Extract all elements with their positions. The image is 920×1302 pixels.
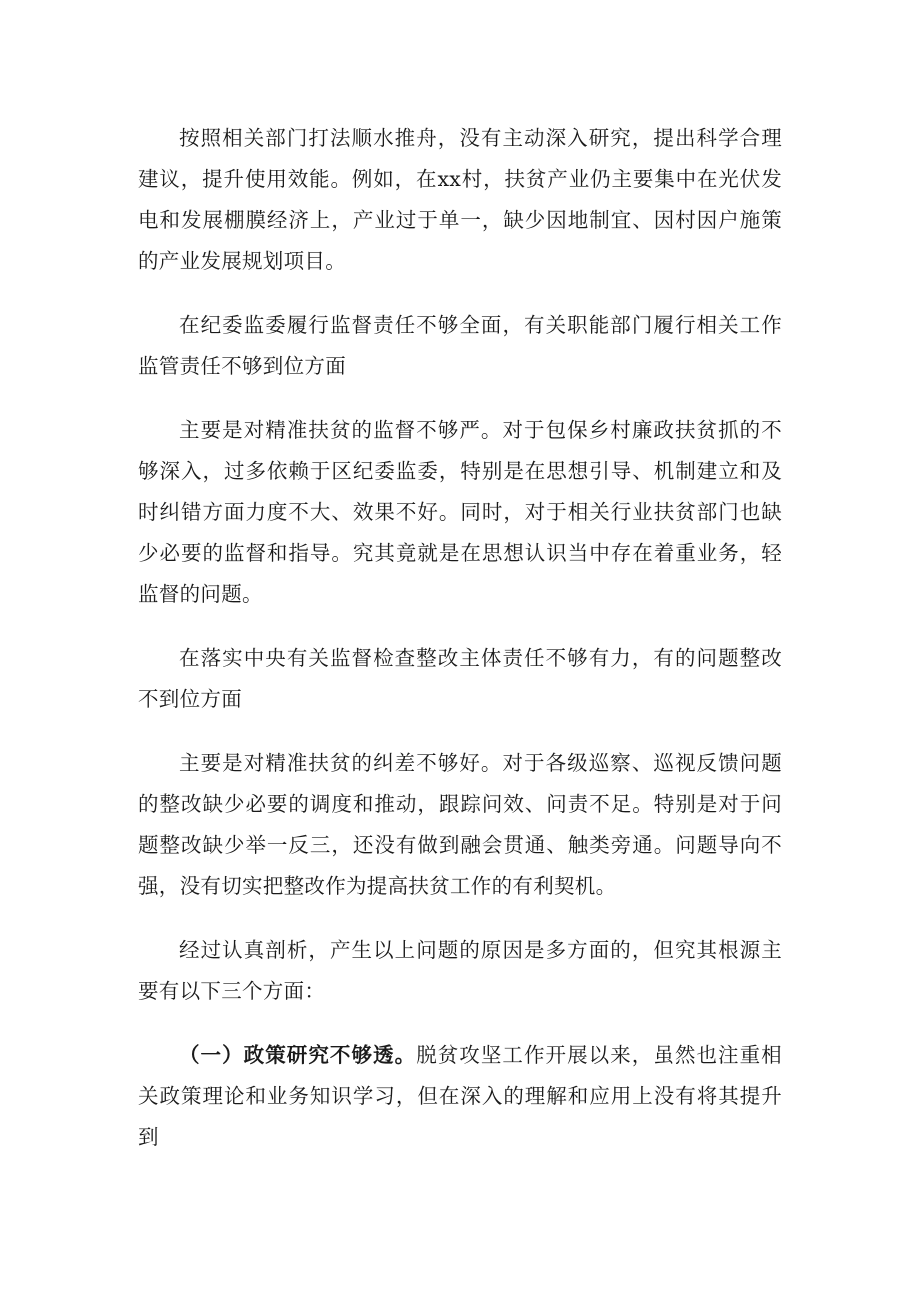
paragraph-1: 按照相关部门打法顺水推舟，没有主动深入研究，提出科学合理建议，提升使用效能。例如，在xx村，扶贫产业仍主要集中在光伏发电和发展棚膜经济上，产业过于单一，缺少因地制宜、因村因户施策的产业发展规划项目。 [138,126,782,273]
paragraph-4: 在落实中央有关监督检查整改主体责任不够有力，有的问题整改不到位方面 [138,646,782,711]
paragraph-3: 主要是对精准扶贫的监督不够严。对于包保乡村廉政扶贫抓的不够深入，过多依赖于区纪委监委，特别是在思想引导、机制建立和及时纠错方面力度不大、效果不好。同时，对于相关行业扶贫部门也缺少必要的监督和指导。究其竟就是在思想认识当中存在着重业务，轻监督的问题。 [138,418,782,606]
document-page [138,118,782,1181]
section-body: 脱贫攻坚工作开展以来，虽然也注重相关政策理论和业务知识学习，但在深入的理解和应用上没有将其提升到 [138,1043,782,1149]
paragraph-7 [138,1035,782,1158]
paragraph-2: 在纪委监委履行监督责任不够全面，有关职能部门履行相关工作监管责任不够到位方面 [138,313,782,378]
paragraph-6: 经过认真剖析，产生以上问题的原因是多方面的，但究其根源主要有以下三个方面： [138,938,782,1003]
section-heading: （一）政策研究不够透。 [179,1043,417,1067]
paragraph-5: 主要是对精准扶贫的纠差不够好。对于各级巡察、巡视反馈问题的整改缺少必要的调度和推动，跟踪问效、问责不足。特别是对于问题整改缺少举一反三，还没有做到融会贯通、触类旁通。问题导向不强，没有切实把整改作为提高扶贫工作的有利契机。 [138,751,782,898]
